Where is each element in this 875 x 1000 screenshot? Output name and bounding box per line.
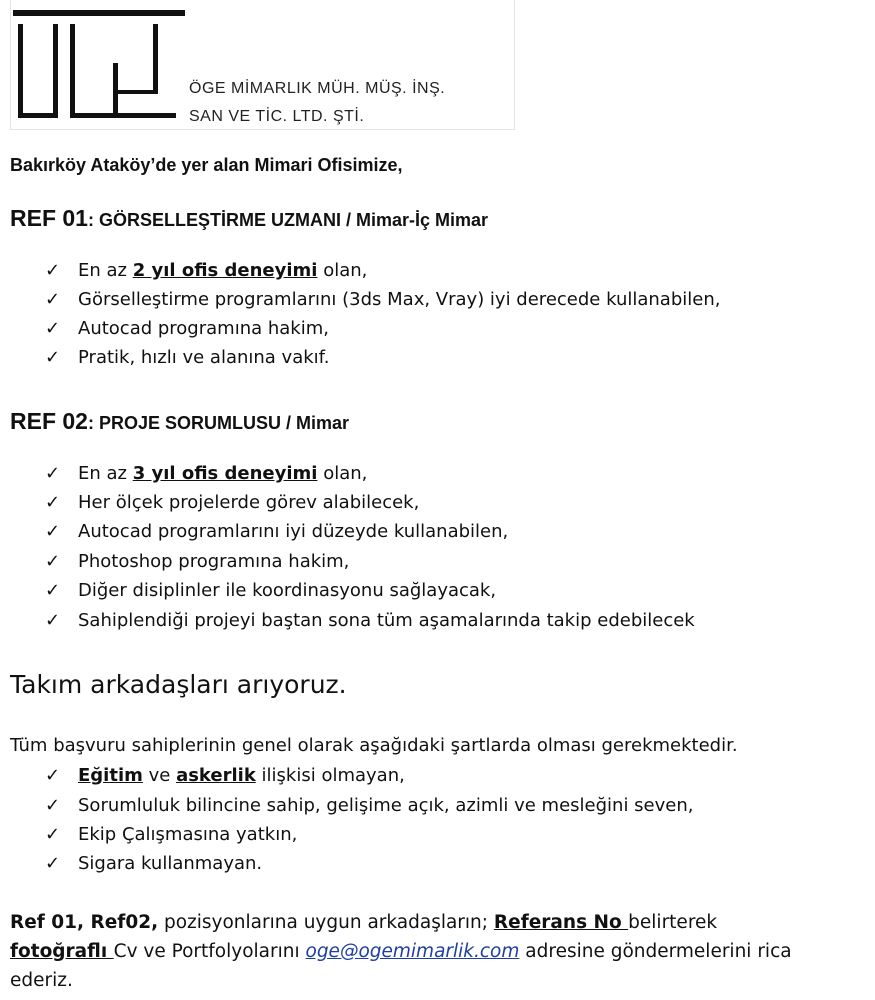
check-icon: ✓ bbox=[45, 492, 61, 513]
check-icon: ✓ bbox=[45, 289, 61, 310]
check-icon: ✓ bbox=[45, 463, 61, 484]
logo-company-line1: ÖGE MİMARLIK MÜH. MÜŞ. İNŞ. bbox=[189, 80, 446, 97]
ref02-item: ✓ Diğer disiplinler ile koordinasyonu sağlayacak, bbox=[45, 580, 497, 601]
ref01-code: REF 01 bbox=[10, 205, 88, 231]
ref02-code: REF 02 bbox=[10, 408, 88, 434]
check-icon: ✓ bbox=[45, 318, 61, 339]
logo-company-line2: SAN VE TİC. LTD. ŞTİ. bbox=[189, 108, 365, 125]
check-icon: ✓ bbox=[45, 610, 61, 631]
footer-line-3: ederiz. bbox=[10, 970, 73, 991]
intro-text: Bakırköy Ataköy’de yer alan Mimari Ofisimize, bbox=[10, 155, 403, 175]
check-icon: ✓ bbox=[45, 260, 61, 281]
ref02-item: ✓ Photoshop programına hakim, bbox=[45, 551, 350, 572]
ref02-item: ✓ Sahiplendiği projeyi baştan sona tüm aşamalarında takip edebilecek bbox=[45, 610, 695, 631]
general-item: ✓ Eğitim ve askerlik ilişkisi olmayan, bbox=[45, 765, 405, 786]
footer-line-1: Ref 01, Ref02, pozisyonlarına uygun arkadaşların; Referans No belirterek bbox=[10, 912, 718, 933]
check-icon: ✓ bbox=[45, 824, 61, 845]
ref02-item: ✓ Her ölçek projelerde görev alabilecek, bbox=[45, 492, 420, 513]
general-item: ✓ Ekip Çalışmasına yatkın, bbox=[45, 824, 298, 845]
ref01-item: ✓ En az 2 yıl ofis deneyimi olan, bbox=[45, 260, 368, 281]
check-icon: ✓ bbox=[45, 551, 61, 572]
company-logo bbox=[10, 0, 515, 130]
ref01-item: ✓ Görselleştirme programlarını (3ds Max, Vray) iyi derecede kullanabilen, bbox=[45, 289, 721, 310]
ref02-heading bbox=[10, 408, 349, 435]
check-icon: ✓ bbox=[45, 765, 61, 786]
check-icon: ✓ bbox=[45, 795, 61, 816]
general-requirements-intro: Tüm başvuru sahiplerinin genel olarak aşağıdaki şartlarda olması gerekmektedir. bbox=[10, 735, 738, 756]
logo-mark-icon bbox=[13, 8, 188, 123]
team-heading: Takım arkadaşları arıyoruz. bbox=[10, 670, 347, 699]
general-item: ✓ Sorumluluk bilincine sahip, gelişime açık, azimli ve mesleğini seven, bbox=[45, 795, 694, 816]
ref01-item: ✓ Autocad programına hakim, bbox=[45, 318, 329, 339]
footer-line-2: fotoğraflı Cv ve Portfolyolarını oge@ogemimarlik.com adresine göndermelerini rica bbox=[10, 941, 792, 962]
check-icon: ✓ bbox=[45, 347, 61, 368]
ref01-heading bbox=[10, 205, 488, 232]
general-item: ✓ Sigara kullanmayan. bbox=[45, 853, 263, 874]
ref02-title: : PROJE SORUMLUSU / Mimar bbox=[87, 413, 350, 433]
ref01-item: ✓ Pratik, hızlı ve alanına vakıf. bbox=[45, 347, 330, 368]
check-icon: ✓ bbox=[45, 853, 61, 874]
check-icon: ✓ bbox=[45, 521, 61, 542]
check-icon: ✓ bbox=[45, 580, 61, 601]
email-link[interactable]: oge@ogemimarlik.com bbox=[305, 941, 520, 962]
ref02-item: ✓ Autocad programlarını iyi düzeyde kullanabilen, bbox=[45, 521, 509, 542]
ref02-item: ✓ En az 3 yıl ofis deneyimi olan, bbox=[45, 463, 368, 484]
ref01-title: : GÖRSELLEŞTİRME UZMANI / Mimar-İç Mimar bbox=[87, 210, 489, 230]
